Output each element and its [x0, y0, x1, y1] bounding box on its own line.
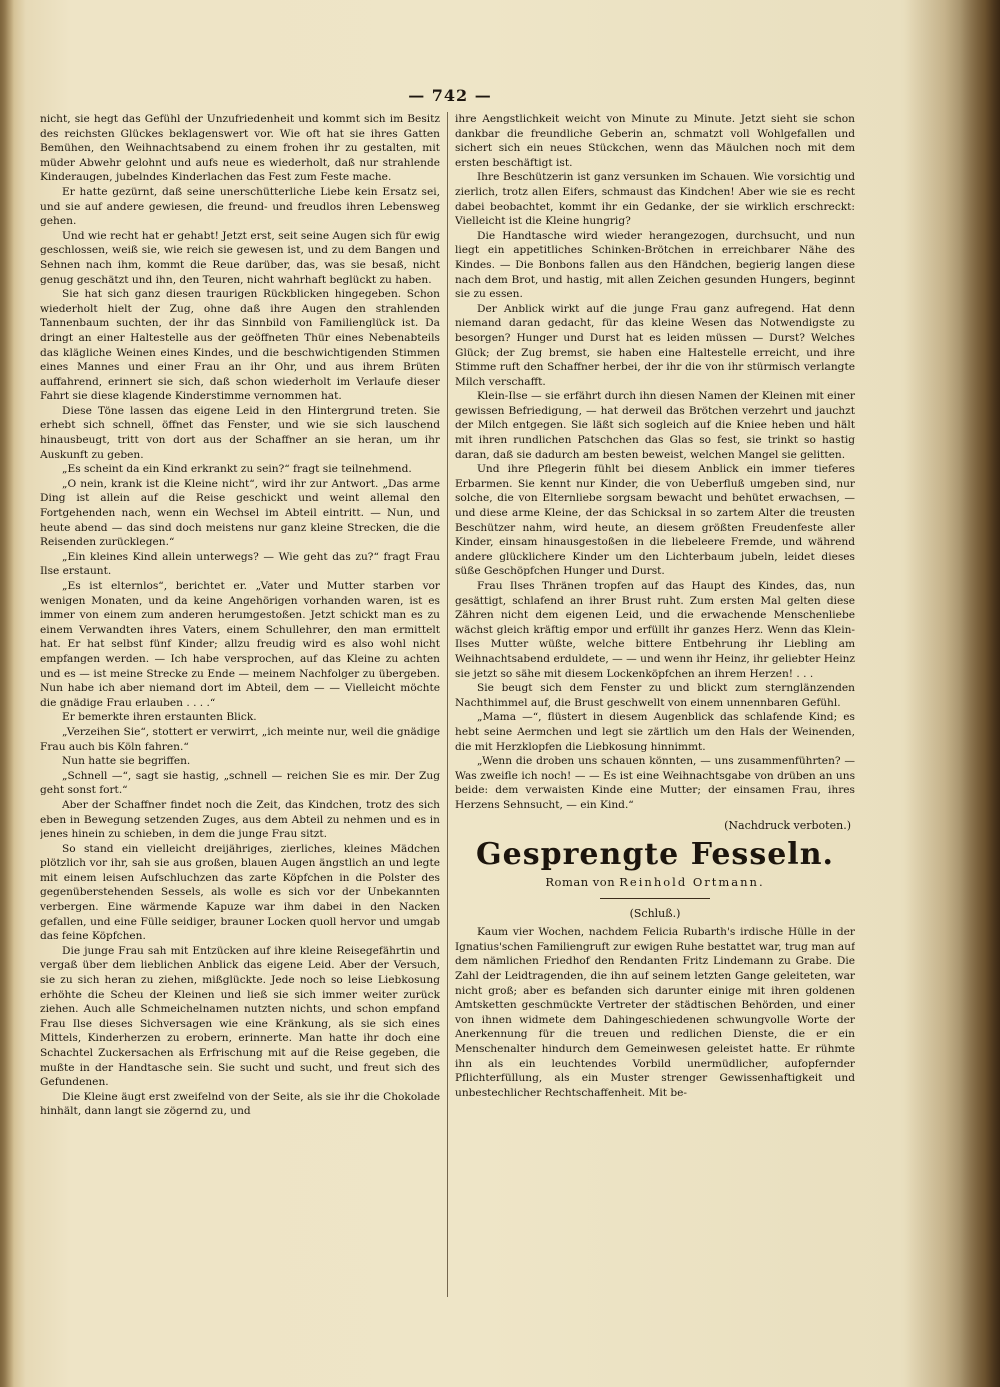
novel-byline [455, 875, 855, 890]
paragraph: „Es scheint da ein Kind erkrankt zu sein?“ fragt sie teilnehmend. [62, 463, 412, 476]
paragraph: nicht, sie hegt das Gefühl der Unzufriedenheit und kommt sich im Besitz des reichsten Glückes beklagenswert vor. Wie oft hat sie ihres Gatten Bemühen, den Weihnachtsabend zu einem frohen ihr zu gestalten, mit müder Abwehr gelohnt und aufs neue es wiederholt, daß nur strahlende Kinderaugen, jubelndes Kinderlachen das Fest zum Feste mache. [40, 113, 440, 184]
paragraph: Er bemerkte ihren erstaunten Blick. [62, 711, 257, 724]
paragraph: Aber der Schaffner findet noch die Zeit, das Kindchen, trotz des sich eben in Bewegung setzenden Zuges, aus dem Abteil zu nehmen und es in jenes hinein zu schieben, in dem die junge Frau sitzt. [40, 798, 440, 841]
reprint-notice: (Nachdruck verboten.) [724, 818, 851, 832]
paragraph: „O nein, krank ist die Kleine nicht“, wird ihr zur Antwort. „Das arme Ding ist allein auf die Reise geschickt und weint allemal den Fortgehenden nach, wenn ein Wechsel im Abteil eintritt. — Nun, und heute abend — das sind doch meistens nur ganz kleine Strecken, die die Reisenden zurücklegen.“ [40, 477, 440, 549]
novel-paragraphs [455, 925, 855, 1100]
binding-gutter-shadow [905, 0, 1000, 1387]
paragraph: „Wenn die droben uns schauen könnten, — uns zusammenführten? — Was zweifle ich noch! — — Es ist eine Weihnachtsgabe von drüben an uns beide: dem verwaisten Kinde eine Mutter; der einsamen Frau, ihres Herzens Sehnsucht, — ein Kind.“ [455, 755, 855, 811]
paragraph: Und ihre Pflegerin fühlt bei diesem Anblick ein immer tieferes Erbarmen. Sie kennt nur Kinder, die von Ueberfluß umgeben sind, nur solche, die von Elternliebe sorgsam bewacht und behütet erwachsen, — und diese arme Kleine, der das Schicksal in so zartem Alter die treusten Beschützer nahm, wird heute, an diesem größten Freudenfeste aller Kinder, einsam hinausgestoßen in die liebeleere Fremde, und während andere glücklichere Kinder um den Lichterbaum jubeln, leidet dieses süße Geschöpfchen Hunger und Durst. [455, 463, 855, 578]
left-column-paragraphs [40, 112, 440, 1119]
paragraph: Diese Töne lassen das eigene Leid in den Hintergrund treten. Sie erhebt sich schnell, öffnet das Fenster, und wie sie sich lauschend hinausbeugt, tritt von dort aus der Schaffner an sie heran, um ihr Auskunft zu geben. [40, 404, 440, 461]
paragraph: „Verzeihen Sie“, stottert er verwirrt, „ich meinte nur, weil die gnädige Frau auch bis Köln fahren.“ [40, 725, 440, 753]
chapter-label: (Schluß.) [629, 906, 681, 920]
paragraph: Kaum vier Wochen, nachdem Felicia Rubarth's irdische Hülle in der Ignatius'schen Familiengruft zur ewigen Ruhe bestattet war, trug man auf dem nämlichen Friedhof den Rendanten Fritz Lindemann zu Grabe. Die Zahl der Leidtragenden, die ihn auf seinem letzten Gange geleiteten, war nicht groß; aber es befanden sich darunter einige mit ihren goldenen Amtsketten geschmückte Vertreter der städtischen Behörden, und einer von ihnen widmete dem Dahingeschiedenen schwungvolle Worte der Anerkennung für die treuen und redlichen Dienste, die er ein Menschenalter hindurch dem Gemeinwesen geleistet hatte. Er rühmte ihn als ein leuchtendes Vorbild unermüdlicher, aufopfernder Pflichterfüllung, als ein Muster strenger Gewissenhaftigkeit und unbestechlicher Rechtschaffenheit. Mit be- [455, 926, 855, 1099]
paragraph: Sie beugt sich dem Fenster zu und blickt zum sternglänzenden Nachthimmel auf, die Brust geschwellt von einem unnennbaren Gefühl. [455, 682, 855, 709]
paragraph: Klein-Ilse — sie erfährt durch ihn diesen Namen der Kleinen mit einer gewissen Befriedigung, — hat derweil das Brötchen verzehrt und jauchzt der Milch entgegen. Sie läßt sich sogleich auf die Kniee heben und hält mit ihren rundlichen Patschchen das Glas so fest, sie trinkt so hastig daran, daß sie dadurch am besten beweist, welchen Mangel sie gelitten. [455, 390, 855, 461]
paragraph: Ihre Beschützerin ist ganz versunken im Schauen. Wie vorsichtig und zierlich, trotz allen Eifers, schmaust das Kindchen! Aber wie sie es recht dabei beobachtet, kommt ihr ein Gedanke, der sie wirklich erschreckt: Vielleicht ist die Kleine hungrig? [455, 171, 855, 228]
paragraph: „Schnell —“, sagt sie hastig, „schnell — reichen Sie es mir. Der Zug geht sonst fort.“ [40, 769, 440, 797]
paragraph: Und wie recht hat er gehabt! Jetzt erst, seit seine Augen sich für ewig geschlossen, weiß sie, wie reich sie gewesen ist, und zu dem Bangen und Sehnen nach ihm, kommt die Reue darüber, das, was sie besaß, nicht genug geschätzt und ihn, den Teuren, nicht wahrhaft beglückt zu haben. [40, 229, 440, 286]
page-left-edge-shadow [0, 0, 14, 1387]
paragraph: Die Kleine äugt erst zweifelnd von der Seite, als sie ihr die Chokolade hinhält, dann langt sie zögernd zu, und [40, 1090, 440, 1118]
novel-author: Reinhold Ortmann. [619, 875, 765, 890]
paragraph: Nun hatte sie begriffen. [62, 755, 191, 768]
paragraph: „Ein kleines Kind allein unterwegs? — Wie geht das zu?“ fragt Frau Ilse erstaunt. [40, 550, 440, 578]
paragraph: Frau Ilses Thränen tropfen auf das Haupt des Kindes, das, nun gesättigt, schlafend an ihrer Brust ruht. Zum ersten Mal gelten diese Zähren nicht dem eigenen Leid, und die erwachende Menschenliebe wächst gleich kräftig empor und erfüllt ihr ganzes Herz. Wenn das Klein-Ilses Mutter wüßte, welche bittere Entbehrung ihr Liebling am Weihnachtsabend erduldete, — — und wenn ihr Heinz, ihr geliebter Heinz sie jetzt so sähe mit diesem Lockenköpfchen an ihrem Herzen! . . . [455, 580, 855, 680]
paragraph: „Es ist elternlos“, berichtet er. „Vater und Mutter starben vor wenigen Monaten, und da keine Angehörigen vorhanden waren, ist es immer von einem zum anderen herumgestoßen. Jetzt schickt man es zu einem Verwandten ihres Vaters, einem Schullehrer, den man ermittelt hat. Er hat selbst fünf Kinder; allzu freudig wird es also wohl nicht empfangen werden. — Ich habe versprochen, auf das Kleine zu achten und es — ist meine Strecke zu Ende — meinem Nachfolger zu übergeben. Nun habe ich aber niemand dort im Abteil, dem — — Vielleicht möchte die gnädige Frau erlauben . . . .“ [40, 580, 440, 709]
paragraph: Sie hat sich ganz diesen traurigen Rückblicken hingegeben. Schon wiederholt hielt der Zug, ohne daß ihre Augen den strahlenden Tannenbaum suchten, der ihr das Sinnbild von Familienglück ist. Da dringt an einer Haltestelle aus der geöffneten Thür eines Nebenabteils das klägliche Weinen eines Kindes, und die beschwichtigenden Stimmen eines Mannes und einer Frau an ihr Ohr, und aus ihrem Brüten auffahrend, erinnert sie sich, daß schon wiederholt im Verlaufe dieser Fahrt sie diese klagende Kinderstimme vernommen hat. [40, 288, 440, 403]
left-column [40, 112, 440, 1302]
column-divider [447, 112, 448, 1297]
novel-title: Gesprengte Fesseln. [476, 837, 834, 873]
paragraph: Die junge Frau sah mit Entzücken auf ihre kleine Reisegefährtin und vergaß über dem lieblichen Anblick das eigene Leid. Aber der Versuch, sie zu sich heran zu ziehen, mißglückte. Jede noch so leise Liebkosung erhöhte die Scheu der Kleinen und ließ sie sich immer weiter zurück ziehen. Auch alle Schmeichelnamen nutzten nichts, und schon empfand Frau Ilse dieses Sichversagen wie eine Kränkung, als sie sich eines Mittels, Kinderherzen zu erobern, erinnerte. Man hatte ihr doch eine Schachtel Zuckersachen als Erfrischung mit auf die Reise gegeben, die mußte in der Handtasche sein. Sie sucht und sucht, und freut sich des Gefundenen. [40, 944, 440, 1089]
paragraph: Er hatte gezürnt, daß seine unerschütterliche Liebe kein Ersatz sei, und sie auf andere gewiesen, die freund- und freudlos ihren Lebensweg gehen. [40, 185, 440, 228]
right-column-paragraphs [455, 112, 855, 813]
paragraph: So stand ein vielleicht dreijähriges, zierliches, kleines Mädchen plötzlich vor ihr, sah sie aus großen, blauen Augen ängstlich an und legte mit einem leisen Aufschluchzen das zarte Köpfchen in die Polster des gegenüberstehenden Sessels, als wolle es sich vor der Unbekannten verbergen. Eine wärmende Kapuze war ihm dabei in den Nacken gefallen, und eine Fülle seidiger, brauner Locken quoll hervor und umgab das feine Köpfchen. [40, 842, 440, 943]
page-number: — 742 — [408, 86, 492, 105]
paragraph: ihre Aengstlichkeit weicht von Minute zu Minute. Jetzt sieht sie schon dankbar die freundliche Geberin an, schmatzt voll Wohlgefallen und sichert sich ein neues Stückchen, wenn das Mäulchen noch mit dem ersten beschäftigt ist. [455, 113, 855, 169]
paragraph: Die Handtasche wird wieder herangezogen, durchsucht, und nun liegt ein appetitliches Schinken-Brötchen in erreichbarer Nähe des Kindes. — Die Bonbons fallen aus den Händchen, begierig langen diese nach dem Brot, und hastig, mit allen Zeichen gesunden Hungers, beginnt sie zu essen. [455, 229, 855, 301]
paragraph: Der Anblick wirkt auf die junge Frau ganz aufregend. Hat denn niemand daran gedacht, für das kleine Wesen das Notwendigste zu besorgen? Hunger und Durst hat es leiden müssen — Durst? Welches Glück; der Zug bremst, sie haben eine Haltestelle erreicht, und ihre Stimme ruft den Schaffner herbei, der ihr die von ihr stürmisch verlangte Milch verschafft. [455, 302, 855, 388]
byline-prefix: Roman von [545, 875, 616, 890]
right-column [455, 112, 855, 1302]
paragraph: „Mama —“, flüstert in diesem Augenblick das schlafende Kind; es hebt seine Aermchen und legt sie zärtlich um den Hals der Weinenden, die mit Herzklopfen die Liebkosung hinnimmt. [455, 711, 855, 753]
title-rule [600, 898, 710, 899]
